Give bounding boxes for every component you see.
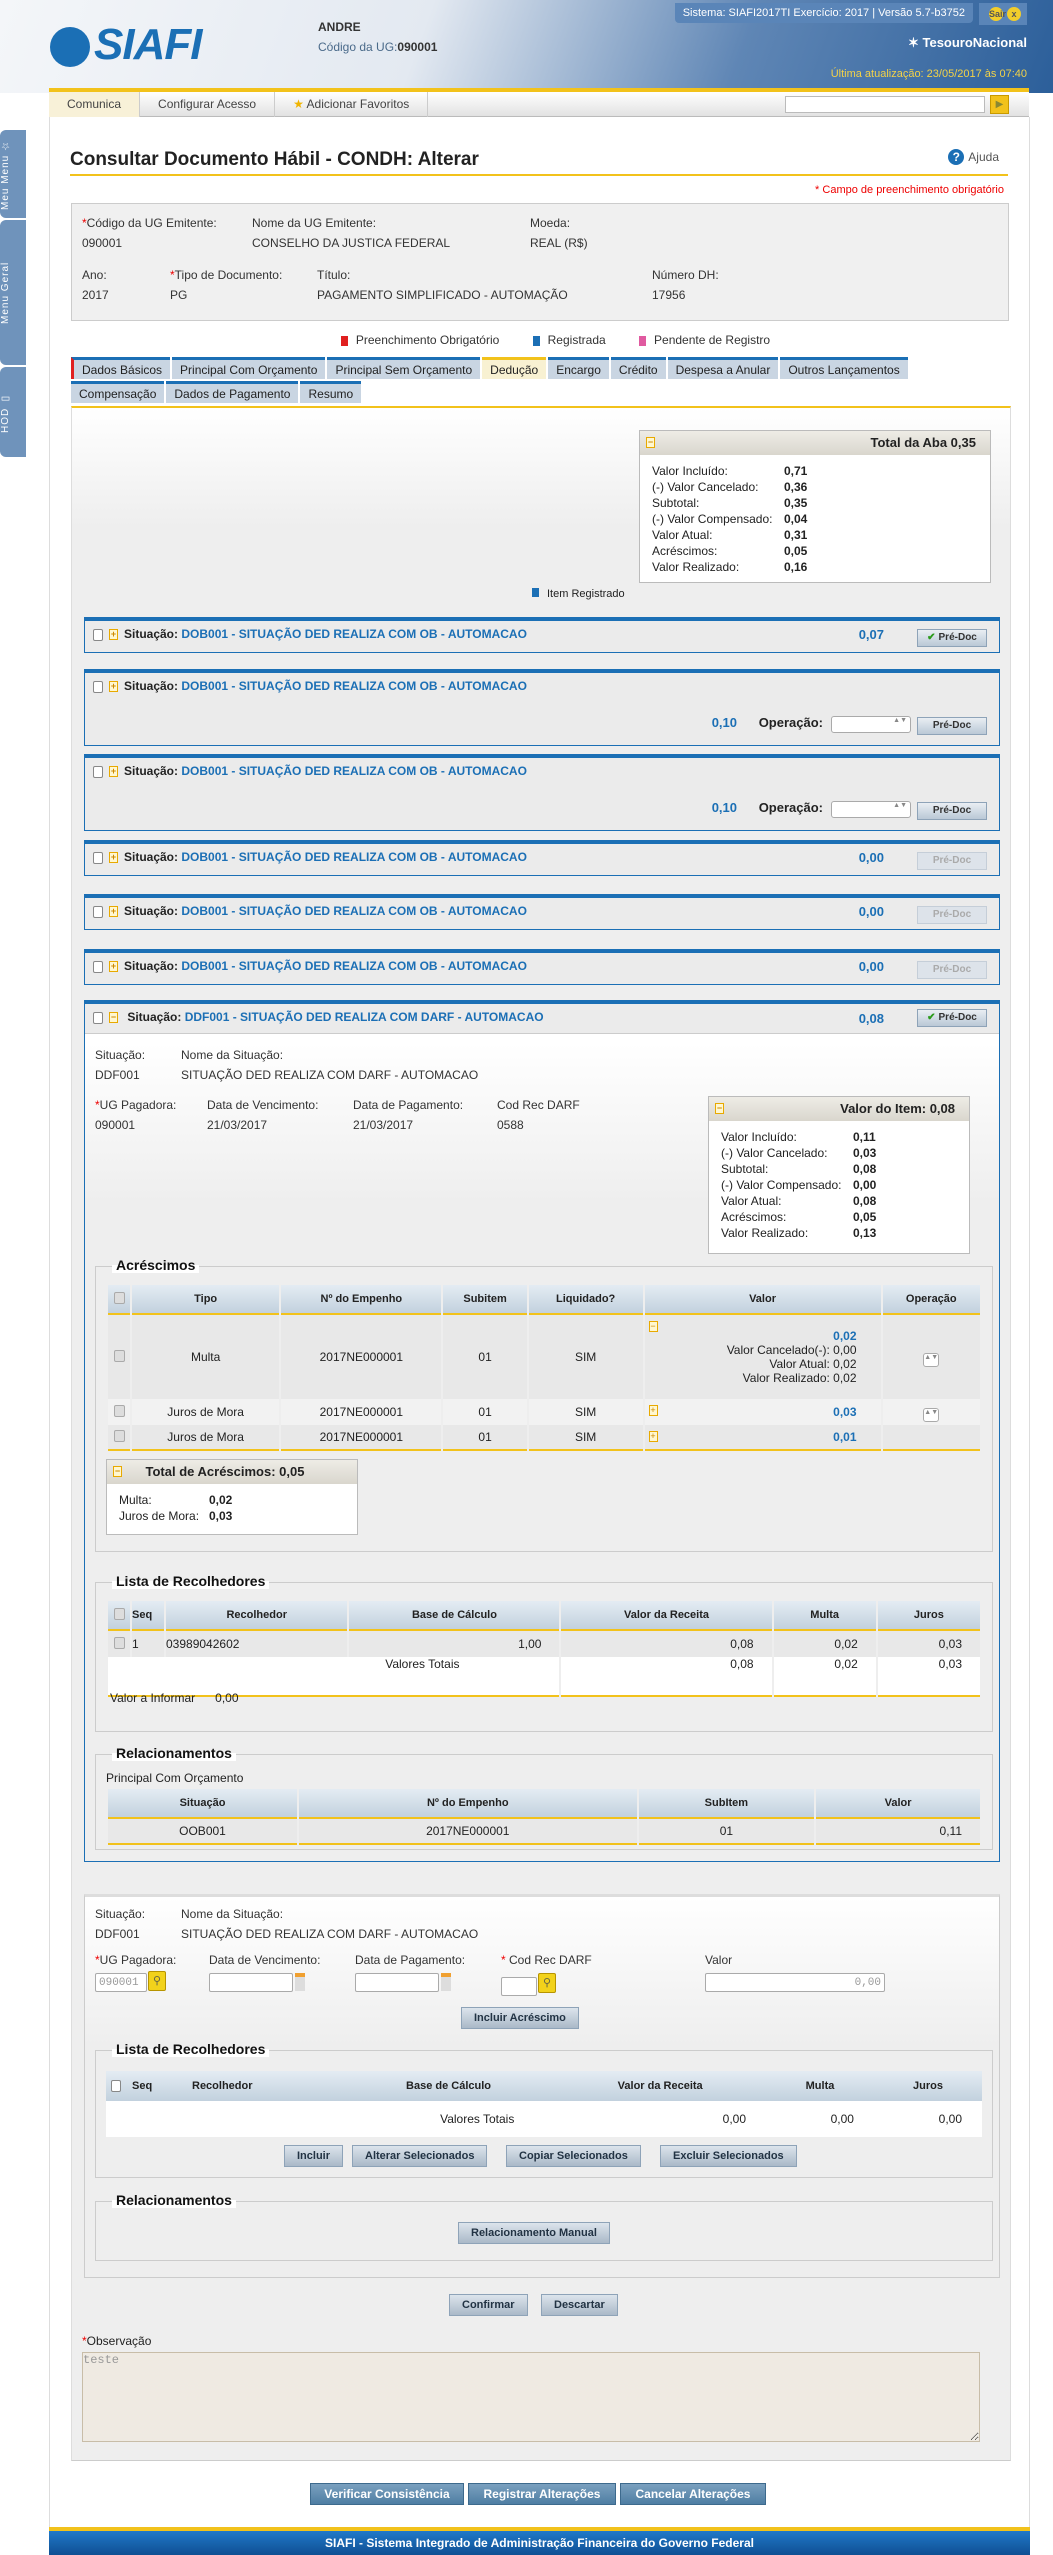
side-tab-meu-menu[interactable]: Meu Menu ☆ xyxy=(0,130,26,218)
col-operacao: Operação xyxy=(883,1285,980,1315)
pending-marker-icon xyxy=(639,336,646,346)
situacao-item xyxy=(84,894,1000,930)
page-title: Consultar Documento Hábil - CONDH: Alterar xyxy=(70,149,479,170)
summary-row xyxy=(652,495,978,511)
checkbox-cell xyxy=(108,1315,130,1399)
help-label: Ajuda xyxy=(968,150,999,164)
field-data-vencimento: Data de Vencimento: 21/03/2017 xyxy=(207,1098,319,1132)
situacao-checkbox[interactable] xyxy=(93,852,103,864)
tipo-cell: Juros de Mora xyxy=(132,1425,279,1451)
valor-amount: 0,01 xyxy=(833,1430,857,1444)
summary-value: 0,02 xyxy=(209,1493,233,1507)
row-checkbox[interactable] xyxy=(114,1637,125,1649)
field-moeda: Moeda: REAL (R$) xyxy=(530,216,588,250)
toolbar-configurar-acesso[interactable]: Configurar Acesso xyxy=(140,92,275,117)
situacao-name: DOB001 - SITUAÇÃO DED REALIZA COM OB - AUTOMACAO xyxy=(181,627,527,641)
relacionamentos-subtitle: Principal Com Orçamento xyxy=(106,1771,244,1785)
summary-value: 0,16 xyxy=(784,560,808,574)
pre-doc-button xyxy=(917,852,987,870)
valor-amount: 0,02 xyxy=(833,1329,857,1343)
tab-bar xyxy=(71,357,1011,405)
operacao-select[interactable]: ▲▼ xyxy=(923,1353,939,1367)
expand-icon[interactable]: + xyxy=(110,629,117,640)
summary-label: Valor Realizado: xyxy=(652,560,740,574)
field-ano: Ano: 2017 xyxy=(82,268,109,302)
tab-resumo[interactable]: Resumo xyxy=(300,381,361,403)
cod-rec-darf-input[interactable] xyxy=(501,1977,537,1996)
calendar-icon[interactable] xyxy=(295,1973,305,1991)
summary-label: Acréscimos: xyxy=(721,1210,787,1224)
summary-row xyxy=(652,559,978,575)
close-icon: x xyxy=(1007,7,1021,21)
field-situacao: Situação: DDF001 xyxy=(95,1048,146,1082)
field-data-pagamento: Data de Pagamento: 21/03/2017 xyxy=(353,1098,464,1132)
required-marker-icon xyxy=(341,336,348,346)
summary-row xyxy=(721,1209,957,1225)
expand-icon[interactable]: + xyxy=(110,906,117,917)
situacao-header xyxy=(85,673,999,703)
liquidado-cell: SIM xyxy=(529,1425,643,1451)
situacao-value: 0,10 xyxy=(711,800,737,815)
toolbar xyxy=(49,88,1029,117)
recolhedor-row: 1 03989042602 1,00 0,08 0,02 0,03 xyxy=(108,1631,980,1657)
tab-principal-com-orcamento[interactable]: Principal Com Orçamento xyxy=(172,357,325,379)
relacionamento-row: OOB001 2017NE000001 01 0,11 xyxy=(108,1819,980,1845)
empenho-cell: 2017NE000001 xyxy=(281,1315,441,1399)
operacao-cell xyxy=(883,1399,980,1425)
pre-doc-label: Pré-Doc xyxy=(932,909,972,920)
ug-value: 090001 xyxy=(397,40,438,54)
pre-doc-label: Pré-Doc xyxy=(932,805,972,816)
calendar-icon[interactable] xyxy=(441,1973,451,1991)
summary-value: 0,08 xyxy=(853,1162,877,1176)
logout-button[interactable] xyxy=(979,3,1027,25)
side-tab-label: Menu Geral xyxy=(0,261,11,324)
search-darf-button[interactable]: ⚲ xyxy=(538,1973,556,1993)
item-registrado-legend xyxy=(532,588,625,600)
row-checkbox[interactable] xyxy=(114,1405,125,1417)
brand-label: TesouroNacional xyxy=(922,35,1027,50)
main-content xyxy=(49,117,1030,2531)
excluir-selecionados-button[interactable]: Excluir Selecionados xyxy=(660,2145,797,2167)
situacao-label: Situação: xyxy=(124,850,179,864)
legend-label: Pendente de Registro xyxy=(654,333,771,347)
ug-code xyxy=(318,40,437,54)
summary-label: Valor Incluído: xyxy=(652,464,728,478)
situacao-item xyxy=(84,949,1000,985)
recolhedores-section xyxy=(95,1573,993,1732)
situacao-label: Situação: xyxy=(124,679,179,693)
summary-value: 0,05 xyxy=(853,1210,877,1224)
help-link[interactable] xyxy=(948,149,999,165)
summary-row xyxy=(721,1177,957,1193)
form-label-vencimento: Data de Vencimento: xyxy=(209,1953,321,1967)
verificar-consistencia-button[interactable]: Verificar Consistência xyxy=(310,2483,464,2505)
summary-label: Multa: xyxy=(119,1493,152,1507)
tab-dados-basicos[interactable]: Dados Básicos xyxy=(71,357,170,379)
situacao-value: 0,08 xyxy=(858,1011,884,1026)
summary-row xyxy=(721,1161,957,1177)
liquidado-cell: SIM xyxy=(529,1315,643,1399)
summary-row xyxy=(652,543,978,559)
form-recolhedores-table: Seq Recolhedor Base de Cálculo Valor da Receita Multa Juros Valores Totais 0,00 0,00 0,00 xyxy=(106,2071,982,2137)
tipo-cell: Juros de Mora xyxy=(132,1399,279,1425)
summary-row xyxy=(119,1492,345,1508)
summary-row xyxy=(721,1145,957,1161)
registrar-alteracoes-button[interactable]: Registrar Alterações xyxy=(468,2483,616,2505)
tab-encargo[interactable]: Encargo xyxy=(548,357,609,379)
summary-label: Valor Incluído: xyxy=(721,1130,797,1144)
user-name: ANDRE xyxy=(318,20,361,34)
operacao-cell xyxy=(883,1425,980,1451)
summary-label: (-) Valor Cancelado: xyxy=(652,480,759,494)
summary-value: 0,08 xyxy=(853,1194,877,1208)
summary-row xyxy=(721,1225,957,1241)
acrescimo-row xyxy=(108,1425,980,1451)
situacao-label: Situação: xyxy=(124,627,179,641)
pre-doc-label: Pré-Doc xyxy=(932,964,972,975)
recolhedores-title: Lista de Recolhedores xyxy=(112,1573,269,1589)
document-info xyxy=(71,203,1009,321)
col-liquidado: Liquidado? xyxy=(529,1285,643,1315)
operacao-select[interactable]: ▲▼ xyxy=(831,716,911,733)
form-field-nome-situacao: Nome da Situação: SITUAÇÃO DED REALIZA COM DARF - AUTOMACAO xyxy=(181,1907,479,1941)
summary-label: Valor Realizado: xyxy=(721,1226,809,1240)
operacao-label: Operação: xyxy=(758,715,823,730)
form-label-ug: *UG Pagadora: xyxy=(95,1953,177,1967)
tab-deducao[interactable]: Dedução xyxy=(482,357,546,379)
form-field-situacao: Situação: DDF001 xyxy=(95,1907,146,1941)
pre-doc-button[interactable] xyxy=(917,1009,987,1027)
situacao-label: Situação: xyxy=(127,1010,182,1024)
valor-item-box xyxy=(708,1096,970,1254)
form-label-valor: Valor xyxy=(705,1953,733,1967)
summary-value: 0,03 xyxy=(209,1509,233,1523)
alterar-selecionados-button[interactable]: Alterar Selecionados xyxy=(352,2145,487,2167)
field-nome-ug: Nome da UG Emitente: CONSELHO DA JUSTICA FEDERAL xyxy=(252,216,451,250)
form-recolhedores-title: Lista de Recolhedores xyxy=(112,2041,269,2057)
valor-cell xyxy=(645,1315,881,1399)
pre-doc-label: Pré-Doc xyxy=(932,720,972,731)
valor-item-title: Valor do Item: 0,08 xyxy=(840,1101,955,1116)
situacao-checkbox[interactable] xyxy=(93,629,103,641)
total-aba-title: Total da Aba 0,35 xyxy=(870,435,976,450)
field-ug-emitente: *Código da UG Emitente: 090001 xyxy=(82,216,217,250)
incluir-button[interactable]: Incluir xyxy=(284,2145,343,2167)
expand-icon[interactable]: + xyxy=(650,1405,656,1415)
tab-dados-de-pagamento[interactable]: Dados de Pagamento xyxy=(166,381,298,403)
valor-detail: Valor Cancelado(-): 0,00 xyxy=(726,1343,857,1357)
cancelar-alteracoes-button[interactable]: Cancelar Alterações xyxy=(620,2483,766,2505)
field-numero-dh: Número DH: 17956 xyxy=(652,268,719,302)
situacao-checkbox[interactable] xyxy=(93,1012,103,1024)
pre-doc-button xyxy=(917,961,987,979)
tab-outros-lancamentos[interactable]: Outros Lançamentos xyxy=(780,357,907,379)
situacao-header xyxy=(85,758,999,788)
field-titulo: Título: PAGAMENTO SIMPLIFICADO - AUTOMAÇÃO xyxy=(317,268,568,302)
subitem-cell: 01 xyxy=(443,1425,526,1451)
side-tab-label: HOD xyxy=(0,407,11,433)
situacao-value: 0,00 xyxy=(858,959,884,974)
liquidado-cell: SIM xyxy=(529,1399,643,1425)
last-update: Última atualização: 23/05/2017 às 07:40 xyxy=(830,68,1027,80)
summary-label: Subtotal: xyxy=(652,496,700,510)
tesouro-logo: ✶ TesouroNacional xyxy=(907,35,1027,50)
legend-label: Registrada xyxy=(547,333,606,347)
situacao-item xyxy=(84,669,1000,746)
relacionamentos-section xyxy=(95,1745,993,1850)
form-recolhedores-section xyxy=(95,2041,993,2178)
total-acrescimos-box xyxy=(106,1459,358,1535)
pre-doc-label: Pré-Doc xyxy=(938,632,977,643)
descartar-button[interactable]: Descartar xyxy=(541,2294,618,2316)
empenho-cell: 2017NE000001 xyxy=(281,1425,441,1451)
situacao-value: 0,10 xyxy=(711,715,737,730)
registered-marker-icon xyxy=(533,336,540,346)
pre-doc-button[interactable] xyxy=(917,802,987,820)
siafi-logo: SIAFI xyxy=(50,20,201,70)
valor-detail: Valor Realizado: 0,02 xyxy=(742,1371,857,1385)
situacao-item xyxy=(84,617,1000,653)
form-label-pagamento: Data de Pagamento: xyxy=(355,1953,466,1967)
summary-value: 0,05 xyxy=(784,544,808,558)
acrescimo-row xyxy=(108,1399,980,1425)
system-info: Sistema: SIAFI2017TI Exercício: 2017 | Versão 5.7-b3752 xyxy=(675,3,973,23)
situacao-label: Situação: xyxy=(124,764,179,778)
legend-label: Preenchimento Obrigatório xyxy=(355,333,500,347)
situacao-value: 0,00 xyxy=(858,904,884,919)
situacao-checkbox[interactable] xyxy=(93,906,103,918)
footer: SIAFI - Sistema Integrado de Administração Financeira do Governo Federal xyxy=(49,2527,1030,2555)
subitem-cell: 01 xyxy=(443,1399,526,1425)
situacao-value: 0,07 xyxy=(858,627,884,642)
side-tab-hod[interactable]: HOD ▭ xyxy=(0,367,26,457)
situacao-label: Situação: xyxy=(124,959,179,973)
expand-icon[interactable]: + xyxy=(110,852,117,863)
operacao-label: Operação: xyxy=(758,800,823,815)
summary-value: 0,71 xyxy=(784,464,808,478)
field-tipo-documento: *Tipo de Documento: PG xyxy=(170,268,283,302)
select-all-checkbox[interactable] xyxy=(114,1608,125,1620)
legend-label: Item Registrado xyxy=(547,588,625,600)
collapse-icon[interactable]: − xyxy=(650,1321,656,1331)
summary-value: 0,11 xyxy=(853,1130,876,1144)
collapse-icon[interactable]: − xyxy=(647,437,654,447)
operacao-cell xyxy=(883,1315,980,1399)
summary-value: 0,13 xyxy=(853,1226,877,1240)
summary-label: Valor Atual: xyxy=(721,1194,782,1208)
data-pagamento-input[interactable] xyxy=(355,1973,439,1992)
tab-panel-deducao xyxy=(71,406,1011,2461)
toolbar-comunica[interactable]: Comunica xyxy=(49,92,140,117)
star-icon: ★ xyxy=(293,97,304,111)
logout-label: Sair xyxy=(989,9,1007,19)
select-all-checkbox[interactable] xyxy=(114,1292,125,1304)
summary-value: 0,36 xyxy=(784,480,808,494)
pre-doc-button xyxy=(917,906,987,924)
form-label-darf: * Cod Rec DARF xyxy=(501,1953,592,1967)
total-acrescimos-title: Total de Acréscimos: 0,05 xyxy=(145,1464,305,1479)
relacionamentos-table: Situação Nº do Empenho SubItem Valor OOB001 2017NE000001 01 0,11 xyxy=(106,1789,982,1845)
acrescimos-section xyxy=(95,1257,993,1552)
situacao-checkbox[interactable] xyxy=(93,961,103,973)
required-note: * Campo de preenchimento obrigatório xyxy=(815,184,1004,196)
acrescimo-form xyxy=(84,1894,1000,2278)
search-go-button[interactable]: ▶ xyxy=(990,95,1009,114)
col-empenho: Nº do Empenho xyxy=(281,1285,441,1315)
empenho-cell: 2017NE000001 xyxy=(281,1399,441,1425)
summary-row xyxy=(721,1193,957,1209)
valor-input[interactable] xyxy=(705,1973,885,1992)
checkbox-cell xyxy=(108,1425,130,1451)
summary-label: Acréscimos: xyxy=(652,544,718,558)
situacao-checkbox[interactable] xyxy=(93,681,103,693)
summary-value: 0,04 xyxy=(784,512,808,526)
summary-row xyxy=(119,1508,345,1524)
pre-doc-label: Pré-Doc xyxy=(932,855,972,866)
form-relacionamentos-title: Relacionamentos xyxy=(112,2192,236,2208)
situacao-name: DOB001 - SITUAÇÃO DED REALIZA COM OB - AUTOMACAO xyxy=(181,904,527,918)
collapse-icon[interactable]: − xyxy=(716,1103,723,1113)
summary-value: 0,31 xyxy=(784,528,808,542)
valor-a-informar: Valor a Informar 0,00 xyxy=(110,1691,239,1705)
situacao-name: DDF001 - SITUAÇÃO DED REALIZA COM DARF - AUTOMACAO xyxy=(184,1010,544,1024)
summary-row xyxy=(652,479,978,495)
total-aba-box xyxy=(639,430,991,583)
situacao-name: DOB001 - SITUAÇÃO DED REALIZA COM OB - AUTOMACAO xyxy=(181,959,527,973)
help-icon: ? xyxy=(948,149,964,165)
valor-amount: 0,03 xyxy=(833,1405,857,1419)
summary-value: 0,03 xyxy=(853,1146,877,1160)
valor-cell xyxy=(645,1399,881,1425)
pre-doc-label: Pré-Doc xyxy=(938,1012,977,1023)
field-nome-situacao: Nome da Situação: SITUAÇÃO DED REALIZA COM DARF - AUTOMACAO xyxy=(181,1048,479,1082)
expand-icon[interactable]: + xyxy=(650,1431,656,1441)
form-relacionamentos-section xyxy=(95,2192,993,2261)
ug-label: Código da UG: xyxy=(318,40,398,54)
situacao-label: Situação: xyxy=(124,904,179,918)
situacao-expanded xyxy=(84,1000,1000,1862)
tab-despesa-a-anular[interactable]: Despesa a Anular xyxy=(668,357,779,379)
form-totais-row: Valores Totais 0,00 0,00 0,00 xyxy=(106,2101,982,2137)
collapse-icon[interactable]: − xyxy=(110,1012,117,1023)
tipo-cell: Multa xyxy=(132,1315,279,1399)
header xyxy=(0,0,1053,93)
summary-row xyxy=(652,511,978,527)
expand-icon[interactable]: + xyxy=(110,961,117,972)
relacionamento-manual-button[interactable]: Relacionamento Manual xyxy=(458,2222,610,2244)
status-legend xyxy=(50,333,1031,347)
expand-icon[interactable]: + xyxy=(110,766,117,777)
field-cod-rec-darf: Cod Rec DARF 0588 xyxy=(497,1098,580,1132)
field-ug-pagadora: *UG Pagadora: 090001 xyxy=(95,1098,177,1132)
check-icon: ✔ xyxy=(927,1012,936,1023)
summary-label: Subtotal: xyxy=(721,1162,769,1176)
title-divider xyxy=(70,174,1008,176)
totais-row: Valores Totais 0,08 0,02 0,03 xyxy=(108,1657,980,1697)
incluir-acrescimo-button[interactable]: Incluir Acréscimo xyxy=(461,2007,579,2029)
check-icon: ✔ xyxy=(927,632,936,643)
collapse-icon[interactable]: − xyxy=(114,1466,121,1476)
situacao-name: DOB001 - SITUAÇÃO DED REALIZA COM OB - AUTOMACAO xyxy=(181,850,527,864)
toolbar-adicionar-favoritos[interactable] xyxy=(275,92,428,117)
copiar-selecionados-button[interactable]: Copiar Selecionados xyxy=(506,2145,641,2167)
side-tab-menu-geral[interactable] xyxy=(0,220,26,365)
valor-cell xyxy=(645,1425,881,1451)
situacao-name: DOB001 - SITUAÇÃO DED REALIZA COM OB - AUTOMACAO xyxy=(181,679,527,693)
summary-label: (-) Valor Compensado: xyxy=(721,1178,842,1192)
acrescimo-row xyxy=(108,1315,980,1399)
row-checkbox[interactable] xyxy=(114,1350,125,1362)
expand-icon[interactable]: + xyxy=(110,681,117,692)
operacao-select[interactable]: ▲▼ xyxy=(831,801,911,818)
confirmar-button[interactable]: Confirmar xyxy=(449,2294,528,2316)
summary-label: (-) Valor Compensado: xyxy=(652,512,773,526)
observacao-label: *Observação xyxy=(82,2334,152,2348)
recolhedores-table: Seq Recolhedor Base de Cálculo Valor da Receita Multa Juros 1 03989042602 1,00 0,08 0,02 0,03 Valores Totais 0,08 0,02 0,03 xyxy=(106,1601,982,1697)
pre-doc-button[interactable] xyxy=(917,629,987,647)
summary-row xyxy=(721,1129,957,1145)
situacao-item xyxy=(84,754,1000,831)
tab-compensacao[interactable]: Compensação xyxy=(71,381,164,403)
summary-label: Juros de Mora: xyxy=(119,1509,200,1523)
select-all-checkbox[interactable] xyxy=(111,2080,121,2092)
acrescimos-title: Acréscimos xyxy=(112,1257,199,1273)
operacao-select[interactable]: ▲▼ xyxy=(923,1408,939,1422)
valor-detail: Valor Atual: 0,02 xyxy=(769,1357,857,1371)
situacao-value: 0,00 xyxy=(858,850,884,865)
situacao-item xyxy=(84,840,1000,876)
toolbar-search-input[interactable] xyxy=(785,96,985,113)
col-valor: Valor xyxy=(645,1285,881,1315)
summary-row xyxy=(652,463,978,479)
situacao-name: DOB001 - SITUAÇÃO DED REALIZA COM OB - AUTOMACAO xyxy=(181,764,527,778)
tab-credito[interactable]: Crédito xyxy=(611,357,666,379)
side-tab-label: Meu Menu xyxy=(0,154,11,210)
summary-label: (-) Valor Cancelado: xyxy=(721,1146,828,1160)
pre-doc-button[interactable] xyxy=(917,717,987,735)
summary-row xyxy=(652,527,978,543)
observacao-textarea[interactable] xyxy=(82,2352,980,2442)
col-tipo: Tipo xyxy=(132,1285,279,1315)
relacionamentos-title: Relacionamentos xyxy=(112,1745,236,1761)
col-subitem: Subitem xyxy=(443,1285,526,1315)
subitem-cell: 01 xyxy=(443,1315,526,1399)
tab-principal-sem-orcamento[interactable]: Principal Sem Orçamento xyxy=(327,357,480,379)
registered-marker-icon xyxy=(532,588,539,597)
ug-pagadora-input[interactable] xyxy=(95,1973,147,1992)
acrescimos-table xyxy=(106,1285,982,1451)
row-checkbox[interactable] xyxy=(114,1430,125,1442)
checkbox-cell xyxy=(108,1399,130,1425)
summary-label: Valor Atual: xyxy=(652,528,713,542)
summary-value: 0,35 xyxy=(784,496,808,510)
search-ug-button[interactable]: ⚲ xyxy=(148,1971,166,1991)
data-vencimento-input[interactable] xyxy=(209,1973,293,1992)
toolbar-label: Adicionar Favoritos xyxy=(306,97,410,111)
summary-value: 0,00 xyxy=(853,1178,877,1192)
situacao-checkbox[interactable] xyxy=(93,766,103,778)
